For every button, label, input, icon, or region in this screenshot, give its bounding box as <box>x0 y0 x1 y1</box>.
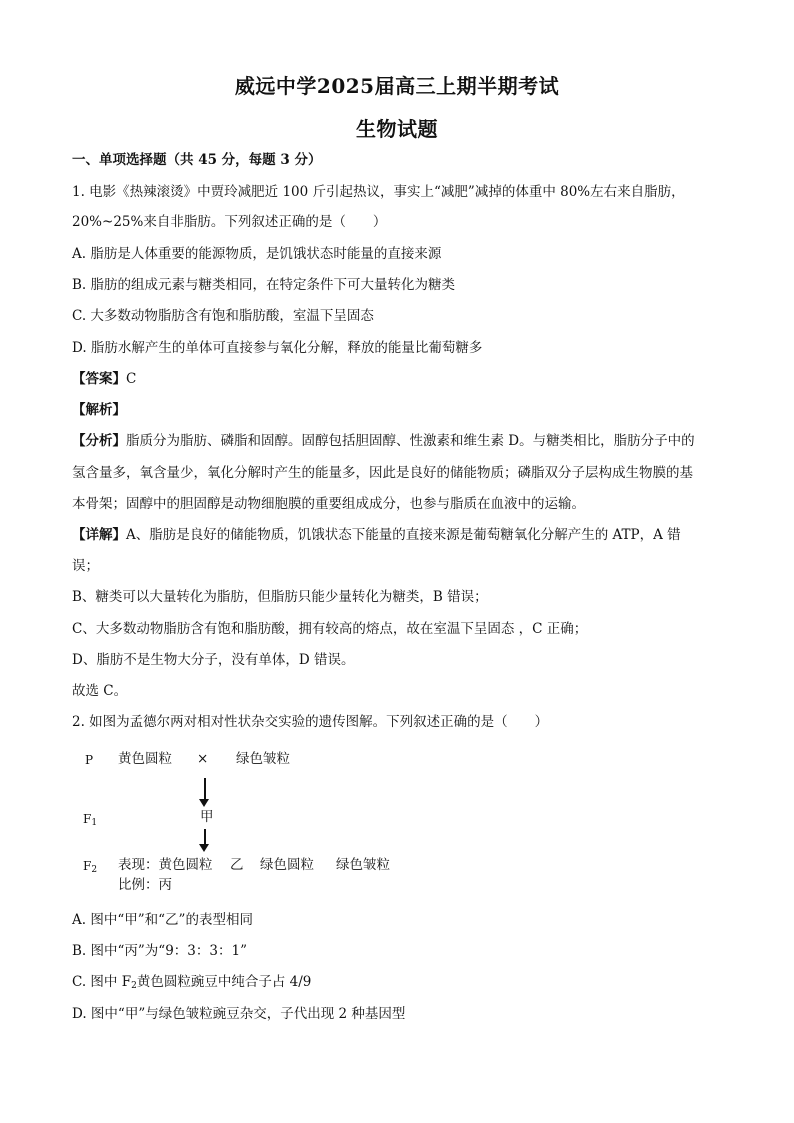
f2-label: $F_2$ <box>83 859 98 875</box>
analysis-tag: 【解析】 <box>72 402 126 418</box>
q1-answer <box>72 369 732 389</box>
q1-detail-d: D、脂肪不是生物大分子，没有单体，D 错误。 <box>72 652 355 668</box>
f2-phenotype-label: 表现：黄色圆粒 <box>118 857 213 873</box>
section-heading: 一、单项选择题（共 45 分，每题 3 分） <box>72 152 322 168</box>
subject-title: 生物试题 <box>356 117 438 141</box>
exam-title: 威远中学2025届高三上期半期考试 <box>234 74 560 98</box>
parent-green-wrinkled: 绿色皱粒 <box>236 751 290 767</box>
q2-option-d: D. 图中“甲”与绿色皱粒豌豆杂交，子代出现 2 种基因型 <box>72 1006 406 1022</box>
f1-label: $F_1$ <box>83 812 98 828</box>
q1-fenxi-line3: 本骨架；固醇中的胆固醇是动物细胞膜的重要组成成分，也参与脂质在血液中的运输。 <box>72 496 585 512</box>
q1-fenxi-line1 <box>72 431 732 451</box>
q1-xiangjie-line2: 误； <box>72 558 99 574</box>
arrow-p-to-f1-shaft <box>204 778 206 800</box>
xiangjie-tag: 【详解】 <box>72 527 126 543</box>
q2-option-c: C. 图中 $F_2$黄色圆粒豌豆中纯合子占 4/9 <box>72 974 312 991</box>
f2-phenotype-green-round: 绿色圆粒 <box>260 857 314 873</box>
arrow-f1-to-f2-shaft <box>204 829 206 845</box>
arrow-p-to-f1-head <box>199 799 209 807</box>
q2-option-b: B. 图中“丙”为“9：3：3：1” <box>72 943 247 959</box>
q1-fenxi-line2: 氢含量多，氧含量少，氧化分解时产生的能量多，因此是良好的储能物质；磷脂双分子层构成生物膜的基 <box>72 465 693 481</box>
answer-value: C <box>126 371 137 387</box>
q1-detail-b: B、糖类可以大量转化为脂肪，但脂肪只能少量转化为糖类，B 错误； <box>72 589 488 605</box>
f2-phenotype-green-wrinkled: 绿色皱粒 <box>336 857 390 873</box>
q1-option-a: A. 脂肪是人体重要的能源物质，是饥饿状态时能量的直接来源 <box>72 246 442 262</box>
answer-tag: 【答案】 <box>72 371 126 387</box>
parent-yellow-round: 黄色圆粒 <box>118 751 172 767</box>
fenxi-tag: 【分析】 <box>72 433 126 449</box>
q1-xiangjie-line1 <box>72 525 732 545</box>
q1-option-c: C. 大多数动物脂肪含有饱和脂肪酸，室温下呈固态 <box>72 308 374 324</box>
q1-conclusion: 故选 C。 <box>72 683 128 699</box>
f1-value-jia: 甲 <box>200 809 214 825</box>
arrow-f1-to-f2-head <box>199 844 209 852</box>
q1-stem-line2: 20%~25%来自非脂肪。下列叙述正确的是（ ） <box>72 214 387 230</box>
fenxi-text-1: 脂质分为脂肪、磷脂和固醇。固醇包括胆固醇、性激素和维生素 D。与糖类相比，脂肪分子中的 <box>126 433 695 449</box>
q1-stem-line1: 1. 电影《热辣滚烫》中贾玲减肥近 100 斤引起热议，事实上“减肥”减掉的体重中 80%左右来自脂肪， <box>72 184 685 200</box>
q1-option-b: B. 脂肪的组成元素与糖类相同，在特定条件下可大量转化为糖类 <box>72 277 456 293</box>
q1-analysis-tag <box>72 400 732 420</box>
q2-option-a: A. 图中“甲”和“乙”的表型相同 <box>72 912 253 928</box>
q1-option-d: D. 脂肪水解产生的单体可直接参与氧化分解，释放的能量比葡萄糖多 <box>72 340 483 356</box>
q1-detail-c: C、大多数动物脂肪含有饱和脂肪酸，拥有较高的熔点，故在室温下呈固态 ，C 正确； <box>72 621 588 637</box>
q2-stem: 2. 如图为孟德尔两对相对性状杂交实验的遗传图解。下列叙述正确的是（ ） <box>72 714 549 730</box>
f2-ratio-label: 比例：丙 <box>118 877 172 893</box>
cross-symbol: × <box>197 751 209 767</box>
xiangjie-text-1: A、脂肪是良好的储能物质，饥饿状态下能量的直接来源是葡萄糖氧化分解产生的 ATP，A 错 <box>126 527 681 543</box>
p-generation-label: P <box>85 753 94 767</box>
f2-phenotype-yi: 乙 <box>230 857 244 873</box>
